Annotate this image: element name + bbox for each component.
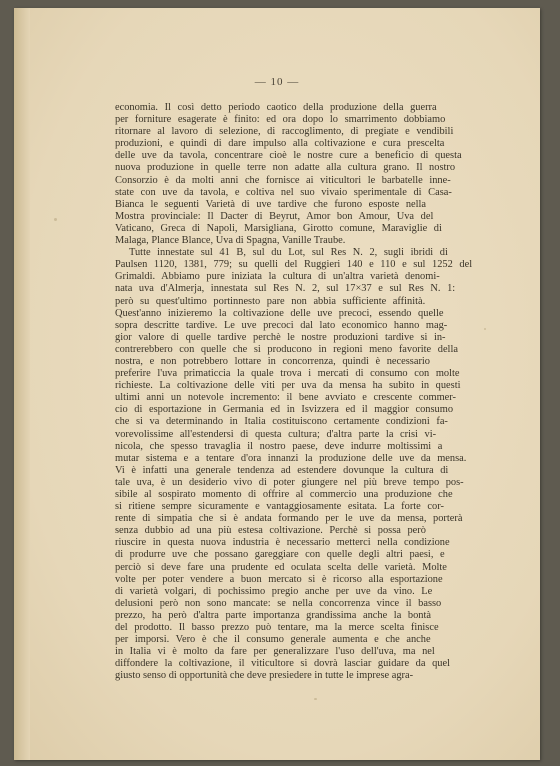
- text-line: vorevolissime all'estendersi di questa cultura; d'altra parte la crisi vi-: [115, 428, 437, 440]
- text-line: ultimi anni un notevole incremento: il bene avviato e crescente commer-: [115, 392, 457, 404]
- text-line: nata uva d'Almerja, innestata sul Res N. 2, sul 17×37 e sul Res N. 1:: [115, 283, 456, 295]
- body-text: [115, 102, 498, 683]
- text-line: di varietà volgari, di pochissimo pregio anche per uve da vino. Le: [115, 585, 433, 597]
- text-line: in Italia vi è molto da fare per generalizzare l'uso dell'uva, ma nel: [115, 646, 435, 658]
- text-line: Consorzio è da molti anni che fornisce ai viticultori le barbatelle inne-: [115, 174, 451, 186]
- text-line: del prodotto. Il basso prezzo può tentare, ma la merce scelta finisce: [115, 622, 439, 634]
- text-line: delusioni però non sono mancate: se nella concorrenza vince il basso: [115, 597, 442, 609]
- text-line: Grimaldi. Abbiamo pure iniziata la cultura di un'altra varietà denomi-: [115, 271, 440, 283]
- text-line: senza dubbio ad una più estesa coltivazione. Perchè si possa però: [115, 525, 426, 537]
- text-line: Vi è infatti una generale tendenza ad estendere dovunque la cultura di: [115, 464, 449, 476]
- text-line: produzioni, e quindi di dare impulso alla coltivazione e cura prescelta: [115, 138, 445, 150]
- text-line: cio di esportazione in Germania ed in Isvizzera ed il maggior consumo: [115, 404, 454, 416]
- text-line: Mostra provinciale: Il Dacter di Beyrut, Amor bon Amour, Uva del: [115, 210, 434, 222]
- text-line: sibile al sospirato momento di offrire al commercio una produzione che: [115, 489, 453, 500]
- text-line: perciò si deve fare una prudente ed oculata scelta delle varietà. Molte: [115, 561, 447, 573]
- text-line: riuscire in questa nuova industria è necessario metterci nella condizione: [115, 537, 450, 549]
- text-line: Quest'anno inizieremo la coltivazione delle uve precoci, essendo quelle: [115, 307, 444, 319]
- paper-speck: [54, 218, 57, 221]
- text-line: contrerebbero con quelle che si producono in regioni meno favorite della: [115, 343, 458, 355]
- text-line: preferire l'uva primaticcia la quale trova i mercati di consumo con molte: [115, 368, 460, 380]
- text-line: di produrre uve che possano gareggiare con quelle degli altri paesi, e: [115, 549, 445, 561]
- text-line: tale uva, è un desiderio vivo di poter giungere nel più breve tempo pos-: [115, 476, 464, 488]
- text-line: però su quest'ultimo portinnesto pare non abbia sufficiente affinità.: [115, 295, 426, 307]
- text-line: Malaga, Plance Blance, Uva di Spagna, Vanille Traube.: [115, 235, 346, 247]
- text-line: gior valore di quelle tardive perchè le nostre produzioni tardive si in-: [115, 331, 446, 343]
- text-line: ritornare al lavoro di selezione, di raccoglimento, di pregiate e vendibili: [115, 126, 454, 138]
- text-line: che si va determinando in Italia costituiscono certamente condizioni fa-: [115, 416, 448, 428]
- text-line: nicola, che spesso travaglia il nostro paese, deve indurre moltissimi a: [115, 440, 443, 452]
- text-line: si ritiene sempre sicuramente e vantaggiosamente esitata. La forte cor-: [115, 501, 444, 513]
- paper-speck: [314, 698, 317, 700]
- text-line: Bianca le seguenti Varietà di uve tardive che furono esposte nella: [115, 198, 427, 210]
- text-line: sopra descritte tardive. Le uve precoci dal lato economico hanno mag-: [115, 319, 448, 331]
- text-line: giusto senso di opportunità che deve presiedere in tutte le imprese agra-: [115, 670, 414, 682]
- text-line: nostra, e non potrebbero lottare in concorrenza, quindi è necessario: [115, 355, 430, 367]
- text-line: prezzo, ha però d'altra parte importanza grandissima anche la bontà: [115, 609, 431, 621]
- text-line: diffondere la coltivazione, il viticultore si dovrà lasciar guidare da quel: [115, 658, 450, 670]
- text-line: mutar sistema e a tentare d'ora innanzi la produzione delle uve da mensa.: [115, 452, 467, 464]
- text-line: rente di simpatia che si è andata formando per le uve da mensa, porterà: [115, 513, 463, 525]
- text-line: volte per poter vendere a buon mercato si è ricorso alla esportazione: [115, 573, 443, 585]
- text-line: delle uve da tavola, concentrare cioè le nostre cure a beneficio di questa: [115, 150, 462, 162]
- text-line: nuova produzione in quelle terre non adatte alla cultura grano. Il nostro: [115, 162, 456, 174]
- text-line: state con uve da tavola, e coltiva nel suo vivaio sperimentale di Casa-: [115, 186, 452, 198]
- page-number: — 10 —: [254, 76, 300, 88]
- page-binding-edge: [14, 8, 30, 760]
- text-line: per imporsi. Vero è che il consumo generale aumenta e che anche: [115, 634, 431, 646]
- text-line: Tutte innestate sul 41 B, sul du Lot, sul Res N. 2, sugli ibridi di: [129, 247, 448, 259]
- text-line: Paulsen 1120, 1381, 779; su quelli del Ruggieri 140 e 110 e sul 1252 del: [115, 259, 473, 271]
- text-line: per forniture esagerate è finito: ed ora dopo lo smarrimento dobbiamo: [115, 114, 446, 126]
- text-line: Vaticano, Greca di Napoli, Marsigliana, Girotto comune, Maraviglie di: [115, 222, 442, 234]
- text-line: economia. Il così detto periodo caotico della produzione della guerra: [115, 102, 437, 113]
- text-line: richieste. La coltivazione delle viti per uva da mensa ha subito in questi: [115, 380, 461, 392]
